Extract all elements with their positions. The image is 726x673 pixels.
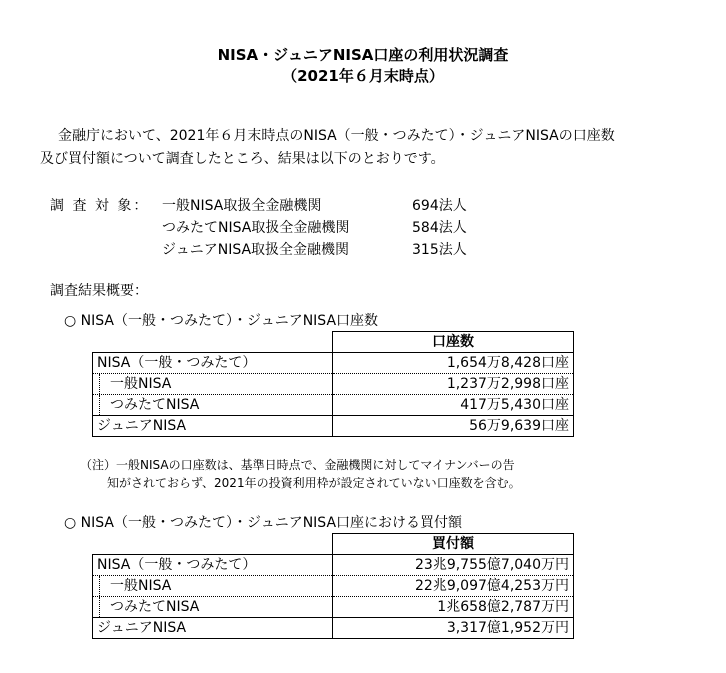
page-subtitle: （2021年６月末時点） [282, 67, 444, 85]
table-header-blank [93, 534, 333, 555]
scope-count: 584法人 [412, 220, 467, 236]
row-value: 23兆9,755億7,040万円 [333, 555, 574, 576]
section-heading-accounts: ○ NISA（一般・つみたて）・ジュニアNISA口座数 [64, 313, 379, 329]
section-heading-purchases: ○ NISA（一般・つみたて）・ジュニアNISA口座における買付額 [64, 515, 463, 531]
row-label: ジュニアNISA [93, 416, 333, 437]
row-label-cell [93, 374, 333, 395]
row-value: 56万9,639口座 [333, 416, 574, 437]
table-row [93, 353, 574, 374]
row-value: 22兆9,097億4,253万円 [333, 576, 574, 597]
scope-count: 315法人 [412, 242, 467, 258]
scope-row [162, 239, 467, 259]
row-value: 1兆658億2,787万円 [333, 597, 574, 618]
table-header-cell: 口座数 [333, 332, 574, 353]
table-row [93, 618, 574, 639]
row-label-cell [93, 576, 333, 597]
summary-label: 調査結果概要： [50, 283, 148, 299]
row-value: 417万5,430口座 [333, 395, 574, 416]
table-row [93, 416, 574, 437]
table-row [93, 374, 574, 395]
table-row [93, 395, 574, 416]
table-row [93, 555, 574, 576]
row-label: ジュニアNISA [93, 618, 333, 639]
scope-label: 調 査 対 象： [50, 198, 150, 214]
scope-name: つみたてNISA取扱全金融機関 [162, 220, 350, 236]
scope-row [162, 217, 467, 237]
table-row [93, 597, 574, 618]
table-header-row [93, 332, 574, 353]
row-value: 1,654万8,428口座 [333, 353, 574, 374]
scope-name: 一般NISA取扱全金融機関 [162, 198, 322, 214]
row-label: NISA（一般・つみたて） [93, 555, 333, 576]
scope-count: 694法人 [412, 198, 467, 214]
row-label-cell [93, 395, 333, 416]
table-header-cell: 買付額 [333, 534, 574, 555]
purchases-table [92, 533, 574, 639]
row-label: 一般NISA [99, 576, 171, 596]
note-line-2: 知がされておらず、2021年の投資利用枠が設定されていない口座数を含む。 [107, 476, 521, 490]
row-label: つみたてNISA [99, 597, 199, 617]
table-header-row [93, 534, 574, 555]
table-header-blank [93, 332, 333, 353]
row-label-cell [93, 597, 333, 618]
row-label: つみたてNISA [99, 395, 199, 415]
note-line-1: （注）一般NISAの口座数は、基準日時点で、金融機関に対してマイナンバーの告 [80, 458, 515, 472]
row-label: 一般NISA [99, 374, 171, 394]
scope-row [162, 195, 467, 215]
page-title: NISA・ジュニアNISA口座の利用状況調査 [217, 46, 509, 64]
intro-line-2: 及び買付額について調査したところ、結果は以下のとおりです。 [40, 151, 445, 167]
row-value: 3,317億1,952万円 [333, 618, 574, 639]
table-row [93, 576, 574, 597]
accounts-table [92, 331, 574, 437]
scope-name: ジュニアNISA取扱全金融機関 [162, 242, 350, 258]
row-value: 1,237万2,998口座 [333, 374, 574, 395]
intro-line-1: 金融庁において、2021年６月末時点のNISA（一般・つみたて）・ジュニアNISAの口座数 [58, 128, 615, 144]
row-label: NISA（一般・つみたて） [93, 353, 333, 374]
